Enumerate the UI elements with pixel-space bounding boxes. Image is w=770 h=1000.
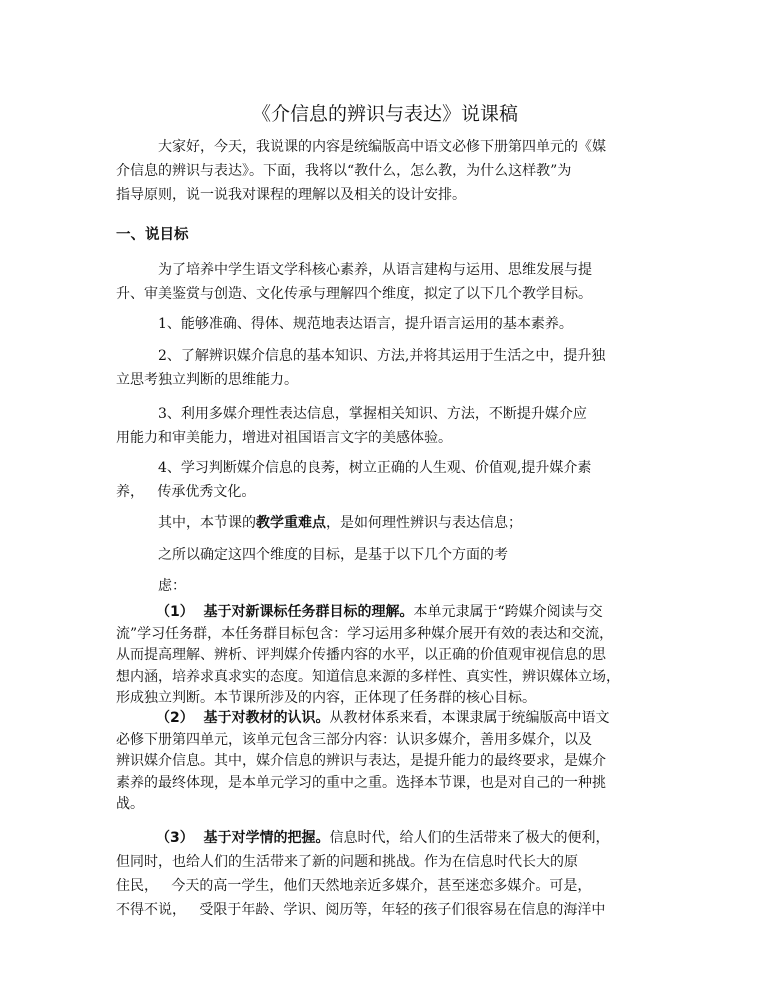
goal-intro-line-2: 升、审美鉴赏与创造、文化传承与理解四个维度，拟定了以下几个教学目标。 [116, 286, 592, 302]
point-2-line-2: 必修下册第四单元，该单元包含三部分内容：认识多媒介，善用多媒介，以及 [116, 731, 592, 748]
intro-line-3: 指导原则，说一说我对课程的理解以及相关的设计安排。 [116, 187, 466, 203]
goal-intro-paragraph [116, 258, 592, 306]
goal-2-line-1: 2、了解辨识媒介信息的基本知识、方法,并将其运用于生活之中，提升独 [158, 348, 606, 364]
point-2-first-rest: 从教材体系来看，本课隶属于统编版高中语文 [329, 710, 610, 726]
point-3-first-rest: 信息时代，给人们的生活带来了极大的便利， [329, 830, 610, 846]
goal-1-text: 1、能够准确、得体、规范地表达语言，提升语言运用的基本素养。 [158, 316, 573, 332]
point-1-line-4: 想内涵，培养求真求实的态度。知道信息来源的多样性、真实性，辨识媒体立场， [116, 668, 620, 685]
point-1-line-2: 流”学习任务群，本任务群目标包含：学习运用多种媒介展开有效的表达和交流， [116, 625, 614, 642]
point-1-line-5: 形成独立判断。本节课所涉及的内容，正体现了任务群的核心目标。 [116, 690, 536, 706]
point-3-paragraph [116, 826, 610, 922]
key-point-suffix: ，是如何理性辨识与表达信息； [326, 515, 522, 531]
section-heading-goals: 一、说目标 [116, 227, 189, 243]
intro-paragraph [116, 135, 606, 207]
point-3-label: （3） 基于对学情的把握。 [156, 830, 330, 846]
key-point-paragraph [158, 511, 522, 535]
key-point-line [158, 511, 522, 535]
point-2-paragraph [116, 708, 610, 816]
goal-4-line-2: 养， 传承优秀文化。 [116, 484, 256, 500]
point-3-line-2: 但同时，也给人们的生活带来了新的问题和挑战。作为在信息时代长大的原 [116, 854, 578, 870]
point-3-line-3: 住民， 今天的高一学生，他们天然地亲近多媒介，甚至迷恋多媒介。可是， [116, 878, 592, 894]
goal-4 [116, 456, 591, 504]
goal-3 [116, 402, 587, 450]
key-point-prefix: 其中，本节课的 [158, 515, 256, 531]
point-2-line-1 [116, 708, 610, 730]
point-2-label: （2） 基于对教材的认识。 [156, 710, 330, 726]
goal-4-line-1: 4、学习判断媒介信息的良莠，树立正确的人生观、价值观,提升媒介素 [158, 460, 592, 476]
point-1-label: （1） 基于对新课标任务群目标的理解。 [156, 604, 414, 620]
intro-line-2: 介信息的辨识与表达》。下面，我将以“教什么，怎么教，为什么这样教”为 [116, 163, 572, 179]
point-2-line-5: 战。 [116, 796, 144, 812]
point-1-paragraph [116, 602, 620, 710]
point-1-line-1 [116, 602, 620, 624]
goal-3-line-1: 3、利用多媒介理性表达信息，掌握相关知识、方法，不断提升媒介应 [158, 406, 587, 422]
reason-intro-line-1: 之所以确定这四个维度的目标，是基于以下几个方面的考 [158, 547, 508, 563]
key-point-emphasis: 教学重难点 [256, 515, 326, 531]
intro-line-1: 大家好，今天，我说课的内容是统编版高中语文必修下册第四单元的《媒 [158, 139, 606, 155]
point-3-line-1 [116, 826, 610, 850]
goal-1 [158, 312, 573, 336]
goal-intro-line-1: 为了培养中学生语文学科核心素养，从语言建构与运用、思维发展与提 [158, 262, 592, 278]
goal-2-line-2: 立思考独立判断的思维能力。 [116, 372, 298, 388]
point-2-line-4: 素养的最终体现，是本单元学习的重中之重。选择本节课，也是对自己的一种挑 [116, 774, 606, 791]
point-2-line-3: 辨识媒介信息。其中，媒介信息的辨识与表达，是提升能力的最终要求，是媒介 [116, 753, 606, 769]
reason-intro-line-2: 虑： [158, 578, 186, 594]
point-1-line-3: 从而提高理解、辨析、评判媒介传播内容的水平，以正确的价值观审视信息的思 [116, 647, 606, 663]
document-title: 《介信息的辨识与表达》说课稿 [251, 103, 518, 125]
reason-intro-paragraph [158, 543, 508, 598]
goal-2 [116, 344, 605, 392]
point-1-first-rest: 本单元隶属于“跨媒介阅读与交 [413, 604, 603, 620]
point-3-line-4: 不得不说， 受限于年龄、学识、阅历等，年轻的孩子们很容易在信息的海洋中 [116, 902, 606, 918]
goal-3-line-2: 用能力和审美能力，增进对祖国语言文字的美感体验。 [116, 430, 452, 446]
